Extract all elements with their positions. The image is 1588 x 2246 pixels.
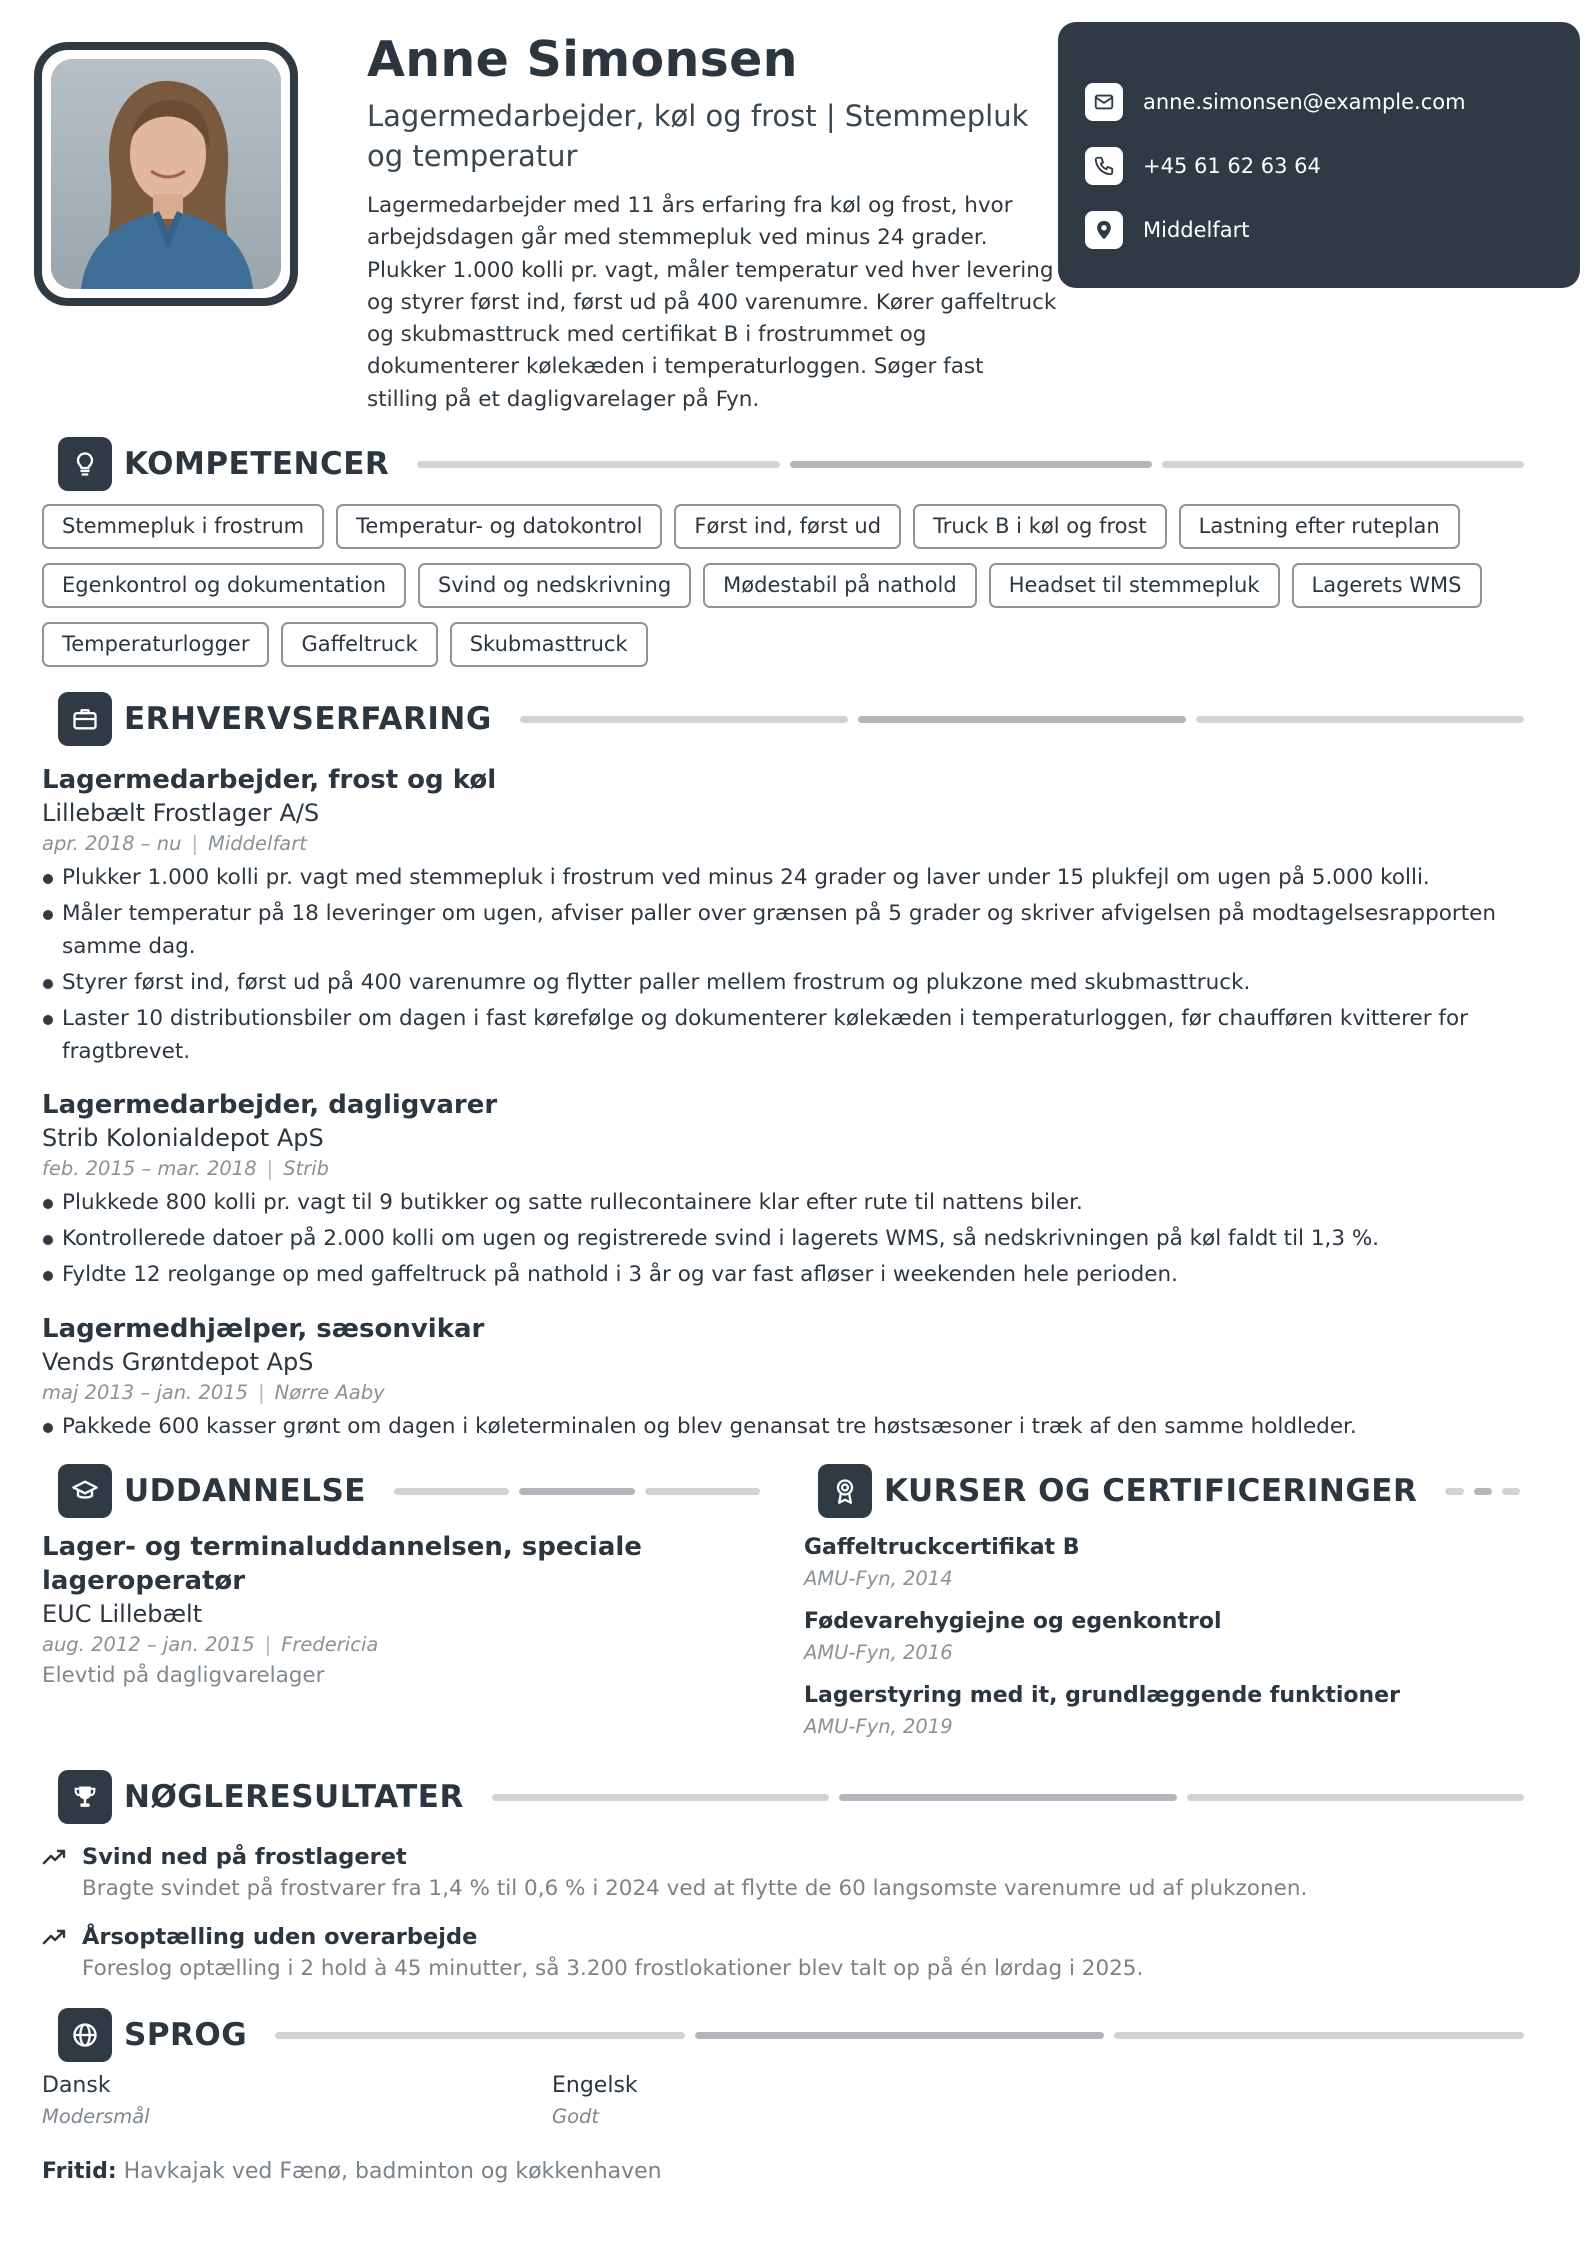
job-bullet: Plukker 1.000 kolli pr. vagt med stemmepluk i frostrum ved minus 24 grader og laver under 15 plukfejl om ugen på 5.000 kolli. — [42, 861, 1552, 894]
skill-chip: Temperaturlogger — [42, 622, 269, 667]
briefcase-icon — [58, 692, 112, 746]
job-place: Nørre Aaby — [274, 1381, 385, 1404]
course-entry — [804, 1680, 1544, 1742]
education-entry — [42, 1530, 762, 1692]
skill-chip: Skubmasttruck — [450, 622, 648, 667]
section-title-courses: KURSER OG CERTIFICERINGER — [884, 1473, 1418, 1509]
result-description: Foreslog optælling i 2 hold à 45 minutter, så 3.200 frostlokationer blev talt op på én lørdag i 2025. — [82, 1956, 1144, 1981]
course-meta: AMU-Fyn, 2016 — [804, 1641, 953, 1664]
job-dates: feb. 2015 – mar. 2018 — [42, 1157, 257, 1180]
hobbies-line — [42, 2156, 662, 2188]
course-meta: AMU-Fyn, 2014 — [804, 1567, 953, 1590]
language-level: Godt — [552, 2105, 600, 2128]
job-meta: maj 2013 – jan. 2015 | Nørre Aaby — [42, 1381, 385, 1404]
heading-divider — [394, 1488, 760, 1495]
section-results-heading — [58, 1770, 1524, 1824]
award-badge-icon — [818, 1464, 872, 1518]
skill-chip: Headset til stemmepluk — [989, 563, 1280, 608]
job-bullet: Laster 10 distributionsbiler om dagen i fast kørefølge og dokumenterer kølekæden i temperaturloggen, før chaufføren kvitterer for fragtbrevet. — [42, 1002, 1552, 1068]
job-entry — [42, 763, 1552, 1071]
section-experience-heading — [58, 692, 1524, 746]
education-note: Elevtid på dagligvarelager — [42, 1663, 325, 1688]
contact-phone[interactable] — [1058, 134, 1580, 198]
email-text: anne.simonsen@example.com — [1143, 90, 1466, 114]
contact-location — [1058, 198, 1580, 262]
courses-list — [804, 1532, 1544, 1754]
job-title: Lagermedarbejder, dagligvarer — [42, 1090, 498, 1120]
job-company: Lillebælt Frostlager A/S — [42, 799, 320, 827]
skill-chip: Lagerets WMS — [1292, 563, 1482, 608]
profile-photo-frame — [34, 42, 298, 306]
lightbulb-icon — [58, 437, 112, 491]
section-title-results: NØGLERESULTATER — [124, 1779, 464, 1815]
section-title-experience: ERHVERVSERFARING — [124, 701, 492, 737]
language-level: Modersmål — [42, 2105, 150, 2128]
job-bullet: Styrer først ind, først ud på 400 varenumre og flytter paller mellem frostrum og plukzone med skubmasttruck. — [42, 966, 1552, 999]
job-entry — [42, 1088, 1552, 1294]
hobbies-label: Fritid: — [42, 2159, 117, 2184]
portrait-image — [51, 59, 281, 289]
heading-divider — [417, 461, 1524, 468]
job-bullet: Måler temperatur på 18 leveringer om ugen, afviser paller over grænsen på 5 grader og skriver afvigelsen på modtagelsesrapporten samme dag. — [42, 897, 1552, 963]
job-meta: feb. 2015 – mar. 2018 | Strib — [42, 1157, 330, 1180]
education-place: Fredericia — [281, 1633, 379, 1656]
section-skills-heading — [58, 437, 1524, 491]
skill-chip: Gaffeltruck — [281, 622, 437, 667]
candidate-headline: Lagermedarbejder, køl og frost | Stemmepluk og temperatur — [367, 99, 1029, 173]
result-title: Svind ned på frostlageret — [82, 1844, 407, 1870]
heading-divider — [520, 716, 1524, 723]
course-entry — [804, 1606, 1544, 1668]
section-title-education: UDDANNELSE — [124, 1473, 366, 1509]
job-dates: maj 2013 – jan. 2015 — [42, 1381, 249, 1404]
job-bullet: Pakkede 600 kasser grønt om dagen i køleterminalen og blev genansat tre høstsæsoner i træk af den samme holdleder. — [42, 1410, 1552, 1443]
language-name: Dansk — [42, 2073, 111, 2098]
candidate-name: Anne Simonsen — [367, 31, 798, 88]
language-entry — [552, 2070, 638, 2132]
profile-summary: Lagermedarbejder med 11 års erfaring fra køl og frost, hvor arbejdsdagen går med stemmepluk ved minus 24 grader. Plukker 1.000 kolli pr. vagt, måler temperatur ved hver levering og styrer først ind, først ud på 400 varenumre. Kører gaffeltruck og skubmasttruck med certifikat B i frostrummet og dokumenterer kølekæden i temperaturloggen. Søger fast stilling på et dagligvarelager på Fyn. — [367, 193, 1057, 412]
section-languages-heading — [58, 2008, 1524, 2062]
job-bullets — [42, 1410, 1552, 1443]
graduation-cap-icon — [58, 1464, 112, 1518]
globe-icon — [58, 2008, 112, 2062]
job-bullets — [42, 1186, 1552, 1291]
heading-divider — [275, 2032, 1524, 2039]
trending-up-icon — [42, 1847, 68, 1867]
education-dates: aug. 2012 – jan. 2015 — [42, 1633, 255, 1656]
course-meta: AMU-Fyn, 2019 — [804, 1715, 953, 1738]
hobbies-text: Havkajak ved Fænø, badminton og køkkenhaven — [123, 2159, 662, 2184]
skill-chip: Først ind, først ud — [674, 504, 901, 549]
profile-photo — [51, 59, 281, 289]
job-company: Vends Grøntdepot ApS — [42, 1348, 314, 1376]
result-heading — [42, 1841, 1552, 1873]
job-meta: apr. 2018 – nu | Middelfart — [42, 832, 307, 855]
education-meta: aug. 2012 – jan. 2015 | Fredericia — [42, 1633, 379, 1656]
result-heading — [42, 1921, 1552, 1953]
course-name: Fødevarehygiejne og egenkontrol — [804, 1609, 1222, 1634]
result-entry — [42, 1841, 1552, 1905]
trending-up-icon — [42, 1927, 68, 1947]
map-pin-icon — [1085, 211, 1123, 249]
job-title: Lagermedarbejder, frost og køl — [42, 765, 497, 795]
contact-email[interactable] — [1058, 70, 1580, 134]
skill-chip: Truck B i køl og frost — [913, 504, 1167, 549]
language-name: Engelsk — [552, 2073, 638, 2098]
phone-text: +45 61 62 63 64 — [1143, 154, 1321, 178]
job-bullets — [42, 861, 1552, 1068]
job-company: Strib Kolonialdepot ApS — [42, 1124, 324, 1152]
education-school: EUC Lillebælt — [42, 1600, 203, 1628]
job-dates: apr. 2018 – nu — [42, 832, 182, 855]
contact-panel — [1058, 22, 1580, 288]
skill-chip: Egenkontrol og dokumentation — [42, 563, 406, 608]
job-bullet: Fyldte 12 reolgange op med gaffeltruck på nathold i 3 år og var fast afløser i weekenden hele perioden. — [42, 1258, 1552, 1291]
phone-icon — [1085, 147, 1123, 185]
course-name: Lagerstyring med it, grundlæggende funktioner — [804, 1683, 1400, 1708]
skill-chip: Mødestabil på nathold — [703, 563, 977, 608]
course-entry — [804, 1532, 1544, 1594]
job-entry — [42, 1312, 1552, 1446]
result-title: Årsoptælling uden overarbejde — [82, 1924, 478, 1950]
section-courses-heading — [818, 1464, 1520, 1518]
course-name: Gaffeltruckcertifikat B — [804, 1535, 1080, 1560]
skills-list — [42, 504, 1562, 667]
job-bullet: Kontrollerede datoer på 2.000 kolli om ugen og registrerede svind i lagerets WMS, så nedskrivningen på køl faldt til 1,3 %. — [42, 1222, 1552, 1255]
section-education-heading — [58, 1464, 760, 1518]
section-title-skills: KOMPETENCER — [124, 446, 390, 482]
skill-chip: Lastning efter ruteplan — [1179, 504, 1460, 549]
section-title-languages: SPROG — [124, 2017, 248, 2053]
header-text — [367, 28, 1057, 416]
result-entry — [42, 1921, 1552, 1985]
trophy-icon — [58, 1770, 112, 1824]
job-place: Strib — [283, 1157, 330, 1180]
job-place: Middelfart — [208, 832, 307, 855]
job-title: Lagermedhjælper, sæsonvikar — [42, 1314, 485, 1344]
skill-chip: Temperatur- og datokontrol — [336, 504, 662, 549]
result-description: Bragte svindet på frostvarer fra 1,4 % til 0,6 % i 2024 ved at flytte de 60 langsomste varenumre ud af plukzonen. — [82, 1876, 1308, 1901]
job-bullet: Plukkede 800 kolli pr. vagt til 9 butikker og satte rullecontainere klar efter rute til nattens biler. — [42, 1186, 1552, 1219]
skill-chip: Stemmepluk i frostrum — [42, 504, 324, 549]
skill-chip: Svind og nedskrivning — [418, 563, 691, 608]
location-text: Middelfart — [1143, 218, 1250, 242]
education-title: Lager- og terminaluddannelsen, speciale lageroperatør — [42, 1532, 642, 1596]
envelope-icon — [1085, 83, 1123, 121]
heading-divider — [492, 1794, 1524, 1801]
language-entry — [42, 2070, 150, 2132]
heading-divider — [1445, 1488, 1520, 1495]
